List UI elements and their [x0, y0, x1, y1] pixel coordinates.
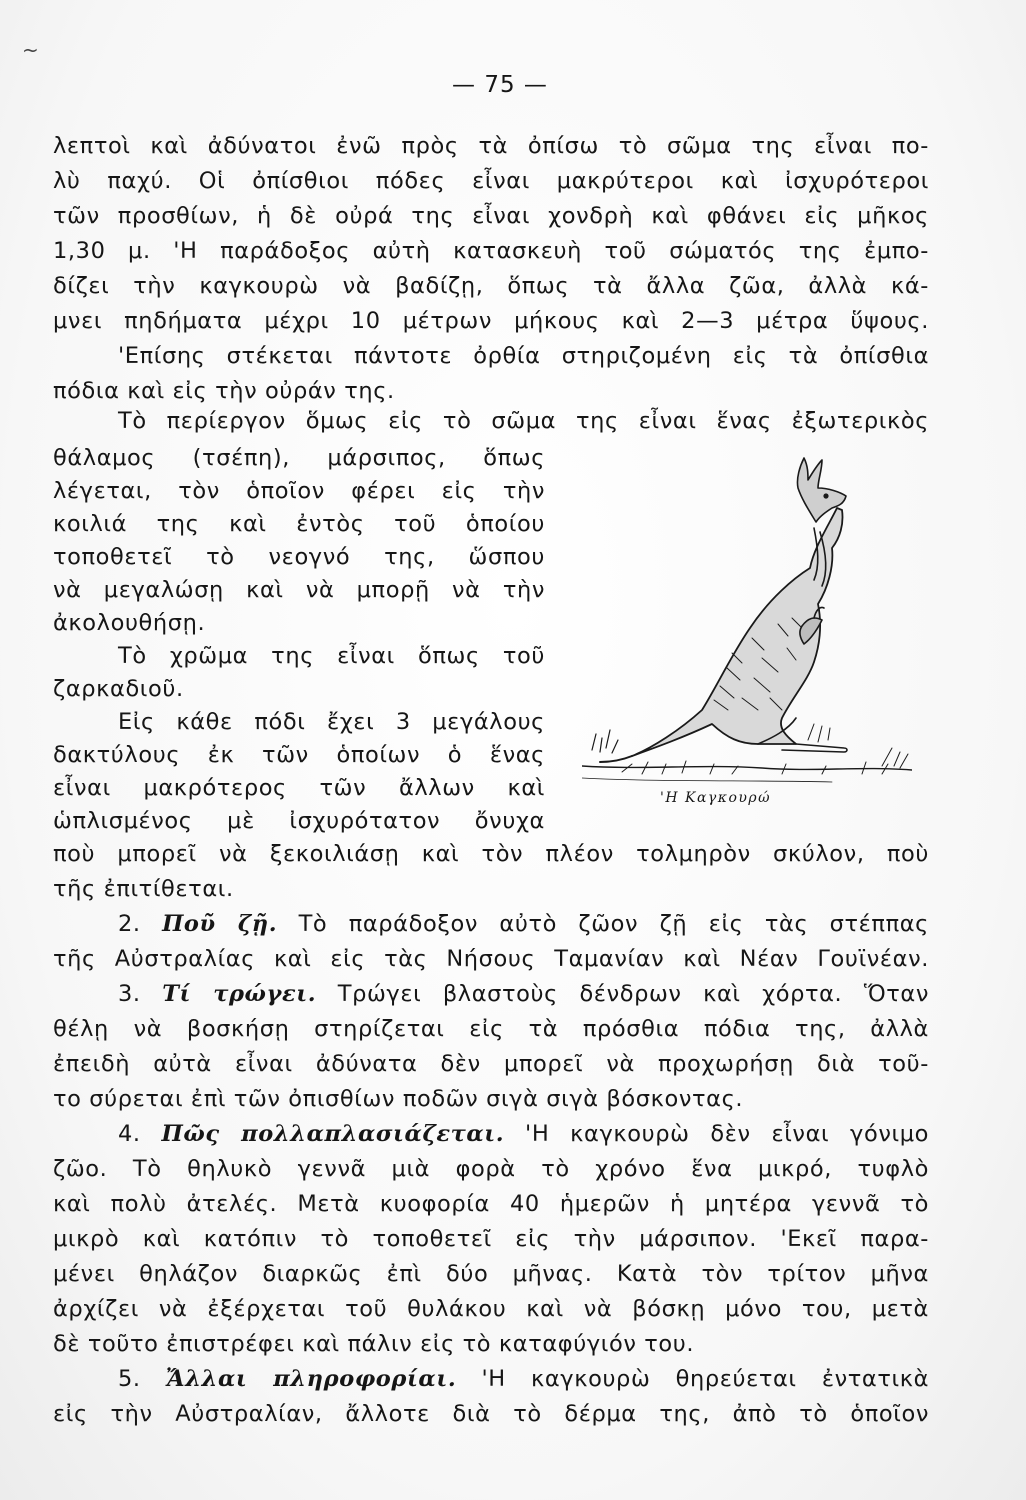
text-line: τοποθετεῖ τὸ νεογνό της, ὥσπου [53, 544, 545, 570]
kangaroo-illustration [582, 448, 912, 788]
section-2-number: 2. [118, 911, 141, 937]
text-line: Εἰς κάθε πόδι ἔχει 3 μεγάλους [118, 709, 545, 735]
section-3-number: 3. [118, 981, 141, 1007]
section-2-line [118, 907, 929, 941]
section-3-text: Τρώγει βλαστοὺς δένδρων καὶ χόρτα. Ὅταν [337, 981, 929, 1007]
text-line: δὲ τοῦτο ἐπιστρέφει καὶ πάλιν εἰς τὸ καταφύγιόν του. [53, 1331, 695, 1357]
text-line: εἰς τὴν Αὐστραλίαν, ἄλλοτε διὰ τὸ δέρμα της, ἀπὸ τὸ ὁποῖον [53, 1401, 929, 1427]
text-line: ζαρκαδιοῦ. [53, 676, 184, 702]
section-3-line [118, 977, 929, 1011]
text-line: ὡπλισμένος μὲ ἰσχυρότατον ὄνυχα [53, 808, 545, 834]
text-line: νὰ μεγαλώσῃ καὶ νὰ μπορῇ νὰ τὴν [53, 577, 545, 603]
text-line: θέλῃ νὰ βοσκήσῃ στηρίζεται εἰς τὰ πρόσθια πόδια της, ἀλλὰ [53, 1016, 929, 1042]
text-line: δακτύλους ἐκ τῶν ὁποίων ὁ ἕνας [53, 742, 545, 768]
section-3-heading: Τί τρώγει. [162, 981, 317, 1007]
section-2-text: Τὸ παράδοξον αὐτὸ ζῶον ζῇ εἰς τὰς στέππας [298, 911, 929, 937]
text-line: κοιλιά της καὶ ἐντὸς τοῦ ὁποίου [53, 511, 545, 537]
text-line: Τὸ χρῶμα της εἶναι ὅπως τοῦ [118, 643, 545, 669]
section-4-text: 'Η καγκουρὼ δὲν εἶναι γόνιμο [525, 1121, 929, 1147]
section-4-number: 4. [118, 1121, 141, 1147]
section-5-number: 5. [118, 1366, 141, 1392]
text-line: ἀρχίζει νὰ ἐξέρχεται τοῦ θυλάκου καὶ νὰ βόσκῃ μόνο του, μετὰ [53, 1296, 929, 1322]
text-line: πόδια καὶ εἰς τὴν οὐράν της. [53, 378, 395, 404]
text-line: Τὸ περίεργον ὅμως εἰς τὸ σῶμα της εἶναι ἕνας ἐξωτερικὸς [118, 408, 929, 434]
text-line: μένει θηλάζον διαρκῶς ἐπὶ δύο μῆνας. Κατὰ τὸν τρίτον μῆνα [53, 1261, 929, 1287]
section-4-heading: Πῶς πολλαπλασιάζεται. [161, 1121, 505, 1147]
text-line: το σύρεται ἐπὶ τῶν ὀπισθίων ποδῶν σιγὰ σιγὰ βόσκοντας. [53, 1086, 744, 1112]
text-line: θάλαμος (τσέπη), μάρσιπος, ὅπως [53, 445, 545, 471]
text-line: λὺ παχύ. Οἱ ὀπίσθιοι πόδες εἶναι μακρύτεροι καὶ ἰσχυρότεροι [53, 168, 929, 194]
text-line: τῶν προσθίων, ἡ δὲ οὐρά της εἶναι χονδρὴ καὶ φθάνει εἰς μῆκος [53, 203, 929, 229]
text-line: τῆς ἐπιτίθεται. [53, 876, 234, 902]
text-line: ἀκολουθήσῃ. [53, 610, 206, 636]
text-line: καὶ πολὺ ἀτελές. Μετὰ κυοφορία 40 ἡμερῶν ἡ μητέρα γεννᾶ τὸ [53, 1191, 929, 1217]
text-line: 'Επίσης στέκεται πάντοτε ὀρθία στηριζομένη εἰς τὰ ὀπίσθια [118, 343, 929, 369]
text-line: ζῶο. Τὸ θηλυκὸ γεννᾶ μιὰ φορὰ τὸ χρόνο ἕνα μικρό, τυφλὸ [53, 1156, 929, 1182]
text-line: μικρὸ καὶ κατόπιν τὸ τοποθετεῖ εἰς τὴν μάρσιπον. 'Εκεῖ παρα- [53, 1226, 929, 1252]
text-line: λέγεται, τὸν ὁποῖον φέρει εἰς τὴν [53, 478, 545, 504]
section-4-line [118, 1117, 929, 1151]
text-line: 1,30 μ. 'Η παράδοξος αὐτὴ κατασκευὴ τοῦ σώματός της ἐμπο- [53, 238, 929, 264]
section-2-heading: Ποῦ ζῇ. [162, 911, 278, 937]
page-number: — 75 — [452, 72, 548, 98]
text-line: ποὺ μπορεῖ νὰ ξεκοιλιάσῃ καὶ τὸν πλέον τολμηρὸν σκύλον, ποὺ [53, 841, 929, 867]
section-5-line [118, 1362, 929, 1396]
text-line: εἶναι μακρότερος τῶν ἄλλων καὶ [53, 775, 545, 801]
text-line: μνει πηδήματα μέχρι 10 μέτρων μήκους καὶ 2—3 μέτρα ὕψους. [53, 308, 929, 334]
text-line: λεπτοὶ καὶ ἀδύνατοι ἐνῶ πρὸς τὰ ὀπίσω τὸ σῶμα της εἶναι πο- [53, 133, 929, 159]
text-line: τῆς Αὐστραλίας καὶ εἰς τὰς Νήσους Ταμανίαν καὶ Νέαν Γουϊνέαν. [53, 946, 929, 972]
text-line: δίζει τὴν καγκουρὼ νὰ βαδίζῃ, ὅπως τὰ ἄλλα ζῶα, ἀλλὰ κά- [53, 273, 929, 299]
figure-caption: 'Η Καγκουρώ [660, 790, 772, 806]
section-5-text: 'Η καγκουρὼ θηρεύεται ἐντατικὰ [481, 1366, 929, 1392]
section-5-heading: Ἄλλαι πληροφορίαι. [165, 1366, 457, 1392]
corner-mark: ~ [22, 38, 39, 62]
text-line: ἐπειδὴ αὐτὰ εἶναι ἀδύνατα δὲν μπορεῖ νὰ προχωρήσῃ διὰ τοῦ- [53, 1051, 929, 1077]
